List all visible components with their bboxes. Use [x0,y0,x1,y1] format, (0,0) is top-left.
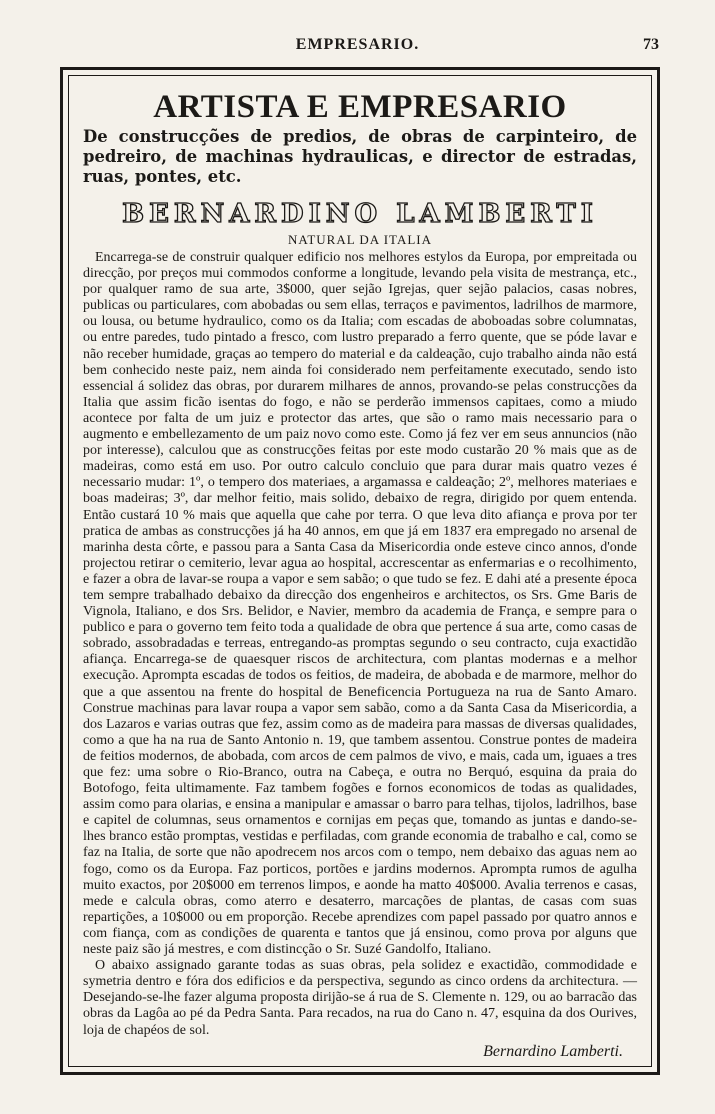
ad-paragraph-2: O abaixo assignado garante todas as suas obras, pela solidez e exactidão, commodidade e symetria dentro e fóra dos edificios e da perspectiva, segundo as cinco ordens da architectura. — Desejando-se-lhe fazer alguma proposta dirijão-se á rua de S. Clemente n. 129, ou ao barracão das obras da Lagôa ao pé da Pedra Santa. Para recados, na rua do Cano n. 47, esquina da dos Ourives, loja de chapéos de sol. [83,958,637,1038]
advertisement-content [83,90,637,1061]
running-head-title: EMPRESARIO. [295,36,420,53]
ad-subheading: De construcções de predios, de obras de carpinteiro, de pedreiro, de machinas hydraulicas, e director de estradas, ruas, pontes, etc. [83,127,637,186]
ad-headline: ARTISTA E EMPRESARIO [153,89,567,125]
advertiser-name: BERNARDINO LAMBERTI [122,199,598,229]
advertiser-origin: NATURAL DA ITALIA [287,232,433,247]
ad-paragraph-1: Encarrega-se de construir qualquer edificio nos melhores estylos da Europa, por empreitada ou direcção, por preços mui commodos conforme a longitude, levando pela visita de mestrança, etc., por qualquer ramo de sua arte, 3$000, quer sejão Igrejas, quer sejão palacios, casas nobres, publicas ou particulares, com abobadas ou sem ellas, terraços e pavimentos, ladrilhos de marmore, ou lousa, ou betume hydraulico, como os da Italia; com escadas de aboboadas sobre columnatas, ou entre paredes, tudo pintado a fresco, com lustro preparado a ferro quente, que se póde lavar e não receber humidade, graças ao tempero do material e da caldeação, cujo trabalho ainda não está bem conhecido neste paiz, nem ainda foi considerado nem perfeitamente executado, sendo isto essencial á solidez das obras, por durarem milhares de annos, provando-se pelas construcções da Italia que assim ficão isentas do fogo, e não se perderão immensos capitaes, como a miudo acontece por falta de um juiz e protector das artes, que são o ramo mais necessario para o augmento e embellezamento de um paiz novo como este. Como já fez ver em seus annuncios (não por interesse), calculou que as construcções feitas por este modo custarão 20 % mais que as de madeiras, como está em uso. Por outro calculo concluio que para durar mais quatro vezes é necessario mudar: 1º, o tempero dos materiaes, a argamassa e caldeação; 2º, melhores materiaes e boas madeiras; 3º, dar melhor feitio, mais solido, debaixo de regra, dirigido por quem entenda. Então custará 10 % mais que aquella que cahe por terra. O que leva dito afiança e prova por ter pratica de ambas as construcções já ha 40 annos, em que já em 1837 era empregado no arsenal de marinha desta côrte, e passou para a Santa Casa da Misericordia onde esteve cinco annos, d'onde projectou retirar o cemiterio, levar agua ao hospital, accrescentar as enfermarias e o recolhimento, e fazer a obra de lavar-se roupa a vapor e sem sabão; o que tudo se fez. E dahi até a presente época tem sempre trabalhado debaixo da direcção dos engenheiros e architectos, os Srs. Gme Baris de Vignola, Italiano, e dos Srs. Belidor, e Navier, membro da academia de França, e sempre para o publico e para o governo tem feito toda a qualidade de obra que pertence á sua arte, como casas de sobrado, assobradadas e terreas, entregando-as promptas segundo o seu contracto, cuja exactidão afiança. Encarrega-se de quaesquer riscos de architectura, com plantas modernas e a melhor execução. Apromptа escadas de todos os feitios, de madeira, de abobada e de marmore, melhor do que a que assentou na frente do hospital de Beneficencia Portugueza na rua de Santo Amaro. Construe machinas para lavar roupa a vapor sem sabão, como a da Santa Casa da Misericordia, a dos Lazaros e varias outras que fez, assim como as de madeira para massas de diversas qualidades, como a que ha na rua de Santo Antonio n. 19, que tambem assentou. Construe pontes de madeira de feitios modernos, de abobada, com arcos de cem palmos de vivo, e mais, cada um, iguaes a tres que fez: uma sobre o Rio-Branco, outra na Cabeça, e outra no Berquó, esquina da praia do Botofogo, feita ultimamente. Faz tambem fogões e fornos economicos de todas as qualidades, assim como para olarias, e ensina a manipular e amassar o barro para telhas, tijolos, ladrilhos, base e capitel de columnas, seus ornamentos e cornijas em peças que, tomando as juntas e dando-se-lhes branco estão promptas, vestidas e perfiladas, com grande economia de trabalho e cal, como se faz na Italia, de sorte que não apodrecem nos arcos com o tempo, nem debaixo das aguas nem ao fogo, como os da Europa. Faz porticos, portões e jardins modernos. Apromptа rumos de agulha muito exactos, por 20$000 em terrenos limpos, e aonde ha matto 40$000. Avalia terrenos e casas, mede e calcula obras, como aterro e desaterro, marcações de plantas, de casas com suas repartições, a 10$000 ou em proporção. Recebe aprendizes com papel passado por quatro annos e com fiança, com as condições de quarenta e tantos que já ensinou, como prova por alguns que neste paiz são já mestres, e com distincção o Sr. Suzé Gandolfo, Italiano. [83,250,637,958]
signature: Bernardino Lamberti. [483,1042,623,1060]
ad-body [83,250,637,1039]
page-number: 73 [643,36,659,53]
running-head [0,36,715,60]
advertisement-frame [60,67,660,1075]
advertisement-inner-border [68,75,652,1067]
